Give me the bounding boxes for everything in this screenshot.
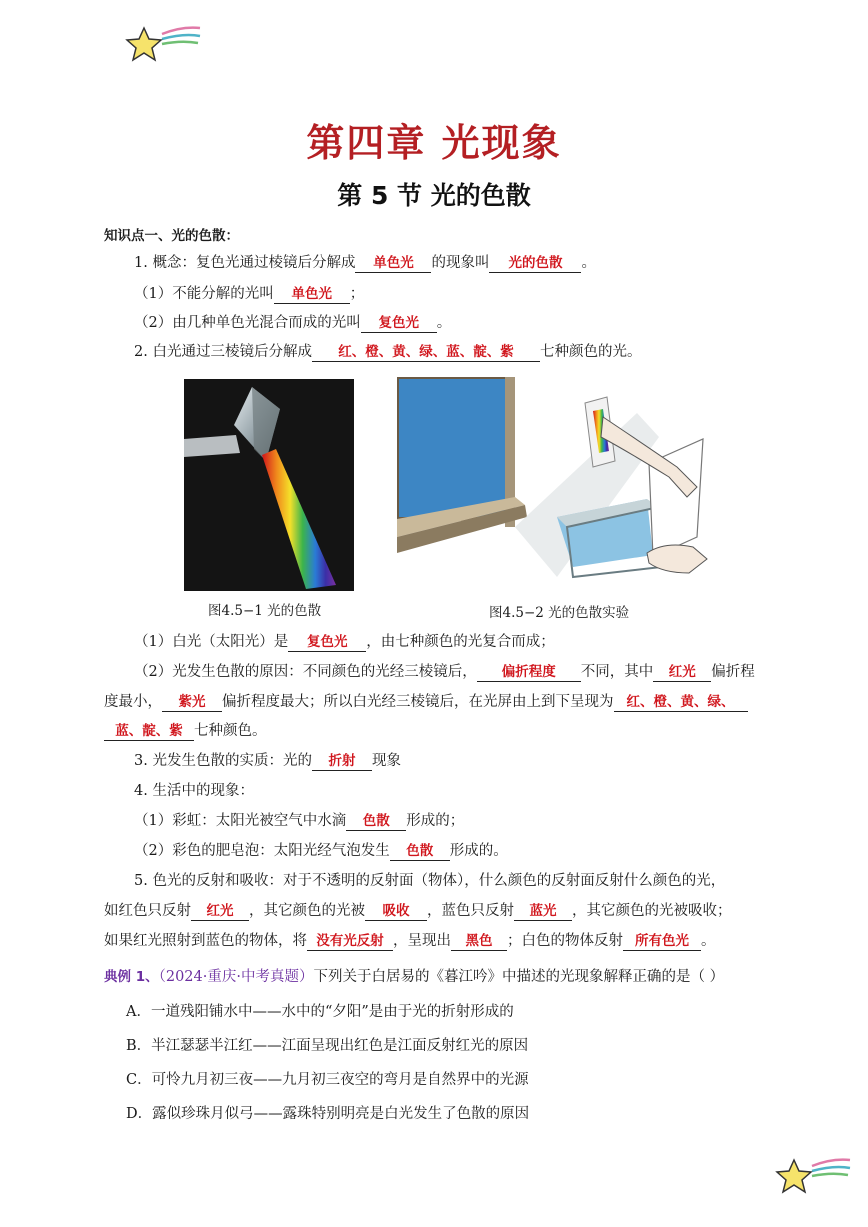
answer-blank: 黑色: [451, 932, 507, 951]
detail-line: 3. 光发生色散的实质：光的 折射 现象: [134, 753, 401, 769]
shooting-star-icon: [122, 20, 202, 68]
white-light-line: 2. 白光通过三棱镜后分解成 红、橙、黄、绿、蓝、靛、紫 七种颜色的光。: [134, 344, 642, 360]
answer-blank: 色散: [390, 842, 450, 861]
monochrome-line: （1）不能分解的光叫 单色光 ；: [134, 286, 365, 302]
answer-blank: 色散: [346, 812, 406, 831]
answer-blank: 光的色散: [489, 254, 581, 273]
answer-blank: 蓝、靛、紫: [104, 722, 194, 741]
answer-blank: 所有色光: [623, 932, 701, 951]
figure-caption: 图4.5−1 光的色散: [208, 603, 322, 619]
section-title: 第 5 节 光的色散: [337, 181, 531, 210]
answer-blank: 紫光: [162, 693, 222, 712]
answer-blank: 复色光: [361, 314, 437, 333]
prism-dispersion-figure: [184, 379, 354, 591]
answer-blank: 蓝光: [514, 902, 572, 921]
detail-line: 如红色只反射 红光 ，其它颜色的光被 吸收 ，蓝色只反射 蓝光 ，其它颜色的光被吸收；: [104, 903, 732, 919]
option-a: A．一道残阳铺水中——水中的“夕阳”是由于光的折射形成的: [126, 1004, 514, 1020]
dispersion-experiment-figure: [397, 377, 711, 591]
detail-line: 5. 色光的反射和吸收：对于不透明的反射面（物体），什么颜色的反射面反射什么颜色的光，: [134, 873, 726, 889]
detail-line: 度最小， 紫光 偏折程度最大；所以白光经三棱镜后，在光屏由上到下呈现为 红、橙、黄、绿、: [104, 692, 748, 712]
detail-line: 4. 生活中的现象：: [134, 783, 254, 799]
example-label: 典例 1、: [104, 969, 159, 985]
example-question: [104, 967, 724, 987]
detail-line: 蓝、靛、紫 七种颜色。: [104, 721, 267, 741]
option-c: C．可怜九月初三夜——九月初三夜空的弯月是自然界中的光源: [126, 1072, 529, 1088]
answer-blank: 吸收: [365, 902, 427, 921]
answer-blank: 红、橙、黄、绿、: [614, 693, 748, 712]
concept-line: 1. 概念：复色光通过棱镜后分解成 单色光 的现象叫 光的色散 。: [134, 255, 596, 271]
answer-blank: 红、橙、黄、绿、蓝、靛、紫: [312, 343, 540, 362]
answer-blank: 复色光: [288, 633, 366, 652]
answer-blank: 没有光反射: [307, 932, 393, 951]
answer-blank: 折射: [312, 752, 372, 771]
answer-blank: 单色光: [355, 254, 431, 273]
shooting-star-icon: [772, 1152, 852, 1200]
answer-blank: 红光: [191, 902, 249, 921]
detail-line: （2）彩色的肥皂泡：太阳光经气泡发生 色散 形成的。: [134, 843, 508, 859]
example-source: （2024·重庆·中考真题）: [158, 969, 314, 985]
detail-line: 如果红光照射到蓝色的物体，将 没有光反射 ，呈现出 黑色 ；白色的物体反射 所有色光 。: [104, 933, 716, 949]
option-b: B．半江瑟瑟半江红——江面呈现出红色是江面反射红光的原因: [126, 1038, 529, 1054]
answer-blank: 单色光: [274, 285, 350, 304]
detail-line: （1）彩虹：太阳光被空气中水滴 色散 形成的；: [134, 813, 465, 829]
example-text: 下列关于白居易的《暮江吟》中描述的光现象解释正确的是（ ）: [313, 969, 725, 985]
chapter-title: 第四章 光现象: [306, 121, 562, 165]
polychrome-line: （2）由几种单色光混合而成的光叫 复色光 。: [134, 315, 452, 331]
detail-line: （2）光发生色散的原因：不同颜色的光经三棱镜后， 偏折程度 不同，其中 红光 偏折程: [134, 664, 755, 680]
option-d: D．露似珍珠月似弓——露珠特别明亮是白光发生了色散的原因: [126, 1106, 530, 1122]
answer-blank: 红光: [653, 663, 711, 682]
detail-line: （1）白光（太阳光）是 复色光 ，由七种颜色的光复合而成；: [134, 634, 555, 650]
figure-caption: 图4.5−2 光的色散实验: [489, 605, 630, 621]
answer-blank: 偏折程度: [477, 663, 581, 682]
knowledge-heading: 知识点一、光的色散：: [104, 228, 239, 244]
